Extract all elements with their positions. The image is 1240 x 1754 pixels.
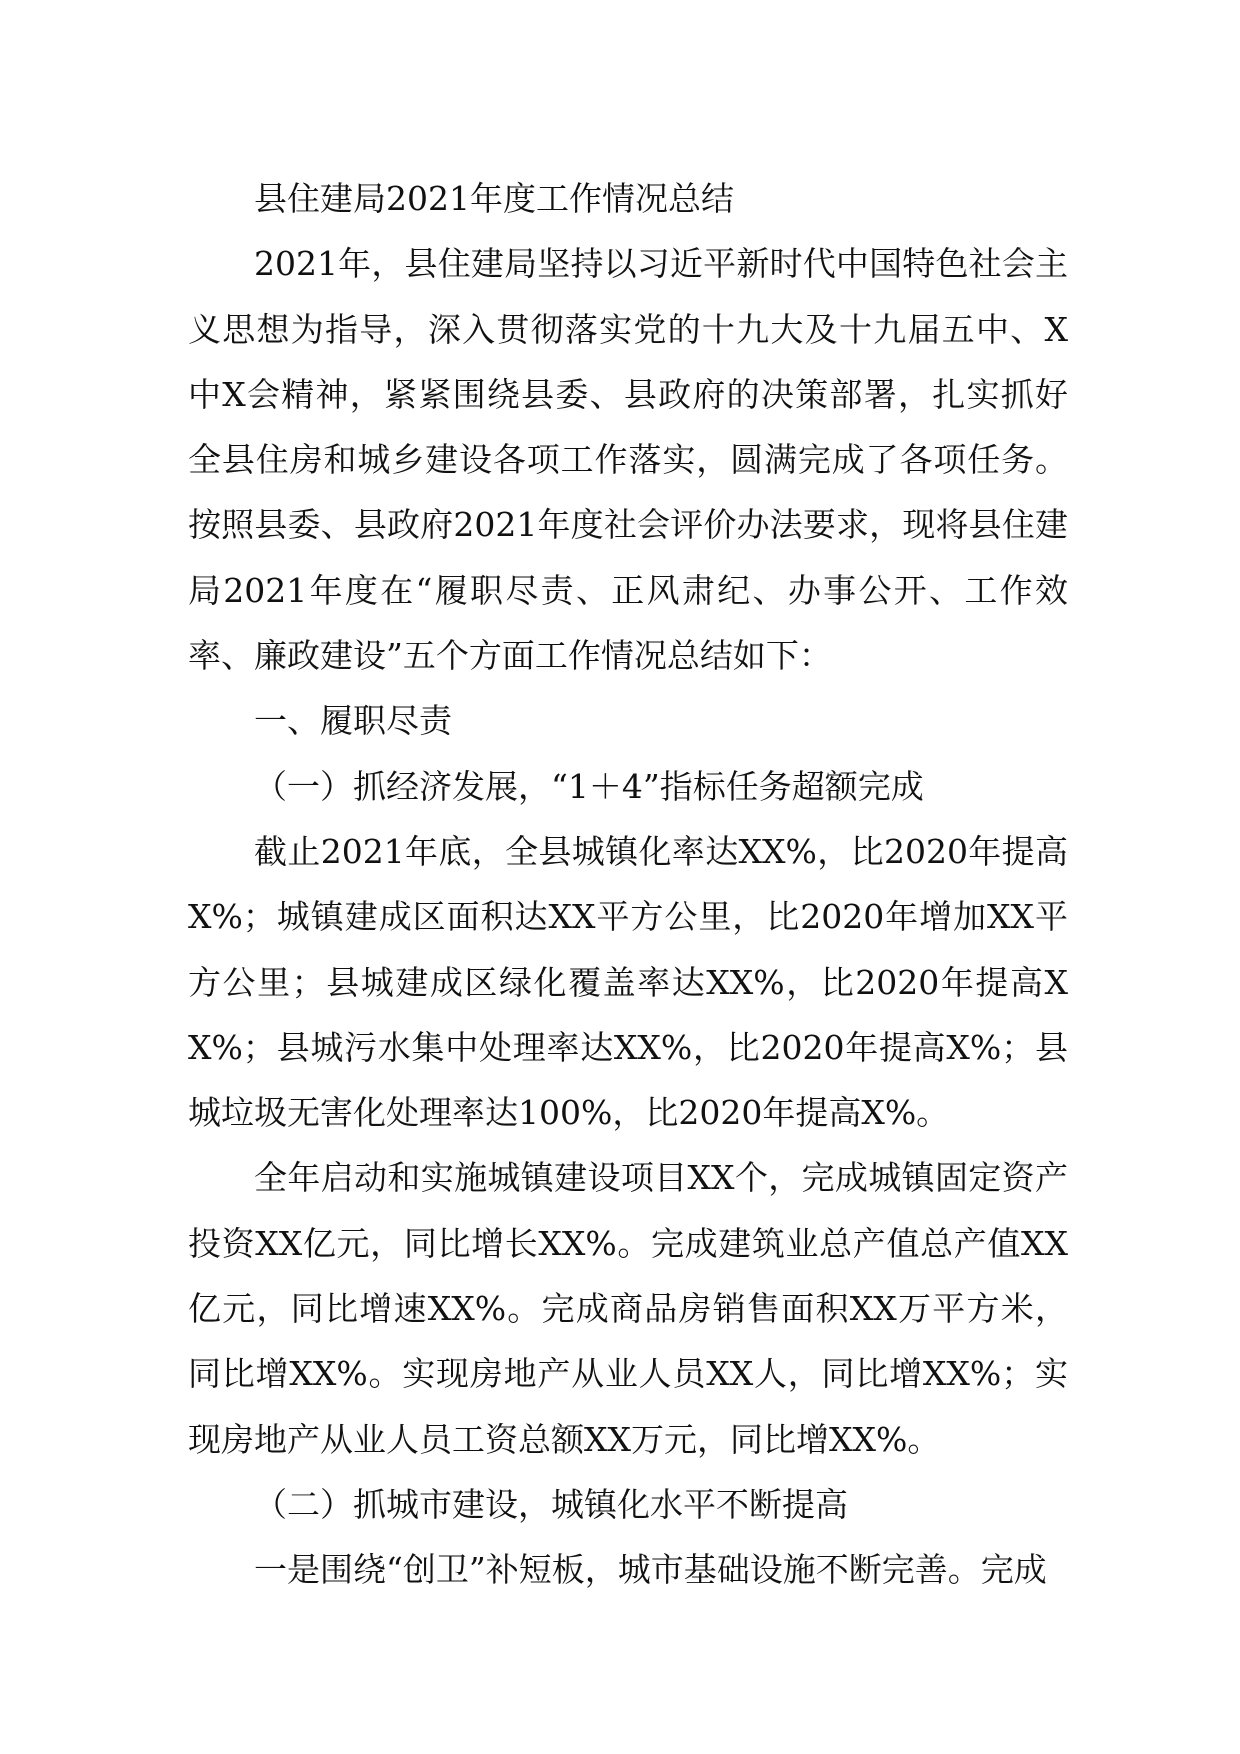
subsection-heading-1: （一）抓经济发展，“1＋4”指标任务超额完成 [254,766,924,806]
infrastructure-paragraph: 一是围绕“创卫”补短板，城市基础设施不断完善。完成 [254,1550,1047,1590]
document-title: 县住建局2021年度工作情况总结 [254,179,734,218]
investment-paragraph: 全年启动和实施城镇建设项目XX个，完成城镇固定资产投资XX亿元，同比增长XX%。完成建筑业总产值总产值XX亿元，同比增速XX%。完成商品房销售面积XX万平方米，同比增XX%。实现房地产从业人员XX人，同比增XX%；实现房地产从业人员工资总额XX万元，同比增XX%。 [188,1158,1068,1459]
urbanization-paragraph: 截止2021年底，全县城镇化率达XX%，比2020年提高X%；城镇建成区面积达XX平方公里，比2020年增加XX平方公里；县城建成区绿化覆盖率达XX%，比2020年提高XX%；县城污水集中处理率达XX%，比2020年提高X%；县城垃圾无害化处理率达100%，比2020年提高X%。 [188,831,1068,1133]
intro-paragraph: 2021年，县住建局坚持以习近平新时代中国特色社会主义思想为指导，深入贯彻落实党的十九大及十九届五中、X中X会精神，紧紧围绕县委、县政府的决策部署，扎实抓好全县住房和城乡建设各项工作落实，圆满完成了各项任务。按照县委、县政府2021年度社会评价办法要求，现将县住建局2021年度在“履职尽责、正风肃纪、办事公开、工作效率、廉政建设”五个方面工作情况总结如下： [188,244,1068,676]
document-body [188,166,1068,1603]
subsection-heading-2: （二）抓城市建设，城镇化水平不断提高 [254,1484,848,1524]
section-heading-1: 一、履职尽责 [254,701,452,741]
